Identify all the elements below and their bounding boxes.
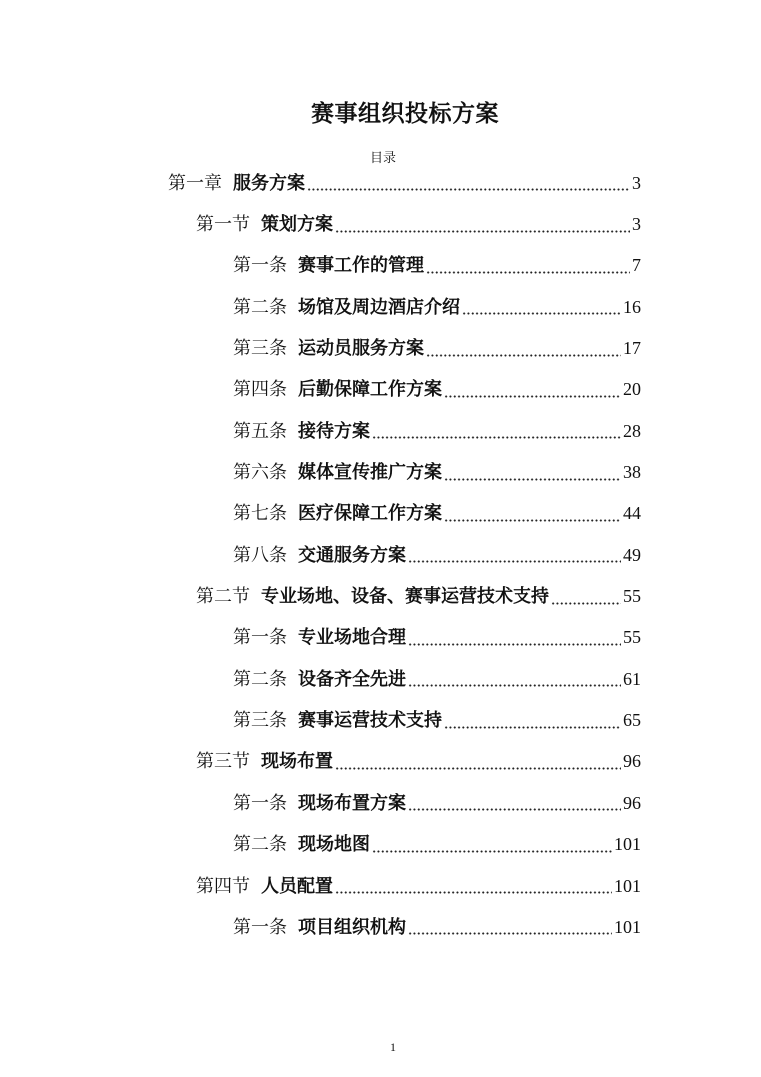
toc-entry-title: 现场地图: [298, 834, 370, 855]
toc-entry-article[interactable]: [0, 245, 641, 286]
toc-entry-title: 项目组织机构: [298, 916, 406, 937]
toc-entry-label: 第二节: [196, 586, 250, 607]
toc-entry-title: 人员配置: [261, 875, 333, 896]
toc-entry-section[interactable]: [0, 741, 641, 782]
dot-leader: [372, 424, 621, 439]
toc-entry-page: 61: [623, 668, 641, 689]
toc-entry-page: 96: [623, 751, 641, 772]
toc-entry-label: 第二条: [233, 296, 287, 317]
toc-entry-title: 场馆及周边酒店介绍: [298, 296, 460, 317]
toc-entry-article[interactable]: [0, 658, 641, 699]
toc-entry-page: 38: [623, 462, 641, 483]
toc-entry-page: 55: [623, 627, 641, 648]
toc-heading: 目录: [369, 150, 396, 165]
dot-leader: [408, 796, 621, 811]
toc-entry-page: 101: [614, 916, 641, 937]
toc-entry-page: 96: [623, 792, 641, 813]
toc-entry-page: 16: [623, 296, 641, 317]
toc-entry-label: 第六条: [233, 462, 287, 483]
toc-entry-title: 专业场地合理: [298, 627, 406, 648]
toc-entry-title: 服务方案: [233, 172, 305, 193]
toc-entry-label: 第一章: [168, 172, 222, 193]
toc-entry-article[interactable]: [0, 451, 641, 492]
dot-leader: [335, 218, 630, 233]
dot-leader: [551, 590, 621, 605]
toc-entry-page: 7: [632, 255, 641, 276]
toc-entry-page: 65: [623, 710, 641, 731]
toc-entry-article[interactable]: [0, 410, 641, 451]
toc-entry-label: 第一条: [233, 792, 287, 813]
dot-leader: [408, 548, 621, 563]
toc-entry-chapter[interactable]: [0, 162, 641, 203]
toc-entry-label: 第一节: [196, 214, 250, 235]
toc-entry-title: 设备齐全先进: [298, 668, 406, 689]
table-of-contents: [0, 162, 641, 948]
dot-leader: [426, 259, 630, 274]
toc-entry-title: 交通服务方案: [298, 544, 406, 565]
toc-entry-page: 20: [623, 379, 641, 400]
dot-leader: [335, 879, 612, 894]
toc-entry-article[interactable]: [0, 617, 641, 658]
toc-entry-label: 第七条: [233, 503, 287, 524]
document-title: 赛事组织投标方案: [311, 101, 499, 126]
toc-entry-title: 现场布置方案: [298, 792, 406, 813]
toc-entry-label: 第三条: [233, 710, 287, 731]
toc-entry-page: 17: [623, 338, 641, 359]
toc-entry-page: 3: [632, 214, 641, 235]
toc-entry-section[interactable]: [0, 203, 641, 244]
dot-leader: [335, 755, 621, 770]
toc-entry-page: 28: [623, 420, 641, 441]
toc-entry-article[interactable]: [0, 824, 641, 865]
toc-entry-label: 第二条: [233, 668, 287, 689]
dot-leader: [307, 176, 630, 191]
toc-entry-label: 第三节: [196, 751, 250, 772]
toc-entry-label: 第三条: [233, 338, 287, 359]
toc-entry-article[interactable]: [0, 782, 641, 823]
toc-entry-article[interactable]: [0, 534, 641, 575]
toc-entry-article[interactable]: [0, 369, 641, 410]
toc-entry-label: 第八条: [233, 544, 287, 565]
toc-entry-page: 55: [623, 586, 641, 607]
dot-leader: [444, 714, 621, 729]
dot-leader: [426, 342, 621, 357]
toc-entry-title: 策划方案: [261, 214, 333, 235]
toc-entry-title: 媒体宣传推广方案: [298, 462, 442, 483]
dot-leader: [408, 672, 621, 687]
toc-entry-title: 赛事工作的管理: [298, 255, 424, 276]
toc-entry-article[interactable]: [0, 493, 641, 534]
page-number: 1: [390, 1040, 396, 1054]
toc-entry-title: 赛事运营技术支持: [298, 710, 442, 731]
toc-entry-title: 医疗保障工作方案: [298, 503, 442, 524]
toc-entry-article[interactable]: [0, 286, 641, 327]
dot-leader: [372, 838, 612, 853]
toc-entry-title: 现场布置: [261, 751, 333, 772]
toc-entry-title: 运动员服务方案: [298, 338, 424, 359]
dot-leader: [444, 383, 621, 398]
toc-entry-label: 第二条: [233, 834, 287, 855]
toc-entry-page: 49: [623, 544, 641, 565]
toc-entry-page: 101: [614, 834, 641, 855]
toc-entry-page: 101: [614, 875, 641, 896]
toc-entry-article[interactable]: [0, 327, 641, 368]
toc-entry-article[interactable]: [0, 906, 641, 947]
toc-entry-label: 第一条: [233, 255, 287, 276]
dot-leader: [408, 920, 612, 935]
toc-entry-section[interactable]: [0, 865, 641, 906]
dot-leader: [444, 466, 621, 481]
toc-entry-label: 第一条: [233, 627, 287, 648]
dot-leader: [408, 631, 621, 646]
toc-entry-title: 后勤保障工作方案: [298, 379, 442, 400]
dot-leader: [462, 300, 621, 315]
toc-entry-title: 专业场地、设备、赛事运营技术支持: [261, 586, 549, 607]
toc-entry-page: 3: [632, 172, 641, 193]
toc-entry-label: 第一条: [233, 916, 287, 937]
dot-leader: [444, 507, 621, 522]
toc-entry-page: 44: [623, 503, 641, 524]
toc-entry-label: 第四节: [196, 875, 250, 896]
toc-entry-section[interactable]: [0, 575, 641, 616]
toc-entry-label: 第五条: [233, 420, 287, 441]
toc-entry-article[interactable]: [0, 699, 641, 740]
toc-entry-title: 接待方案: [298, 420, 370, 441]
toc-entry-label: 第四条: [233, 379, 287, 400]
